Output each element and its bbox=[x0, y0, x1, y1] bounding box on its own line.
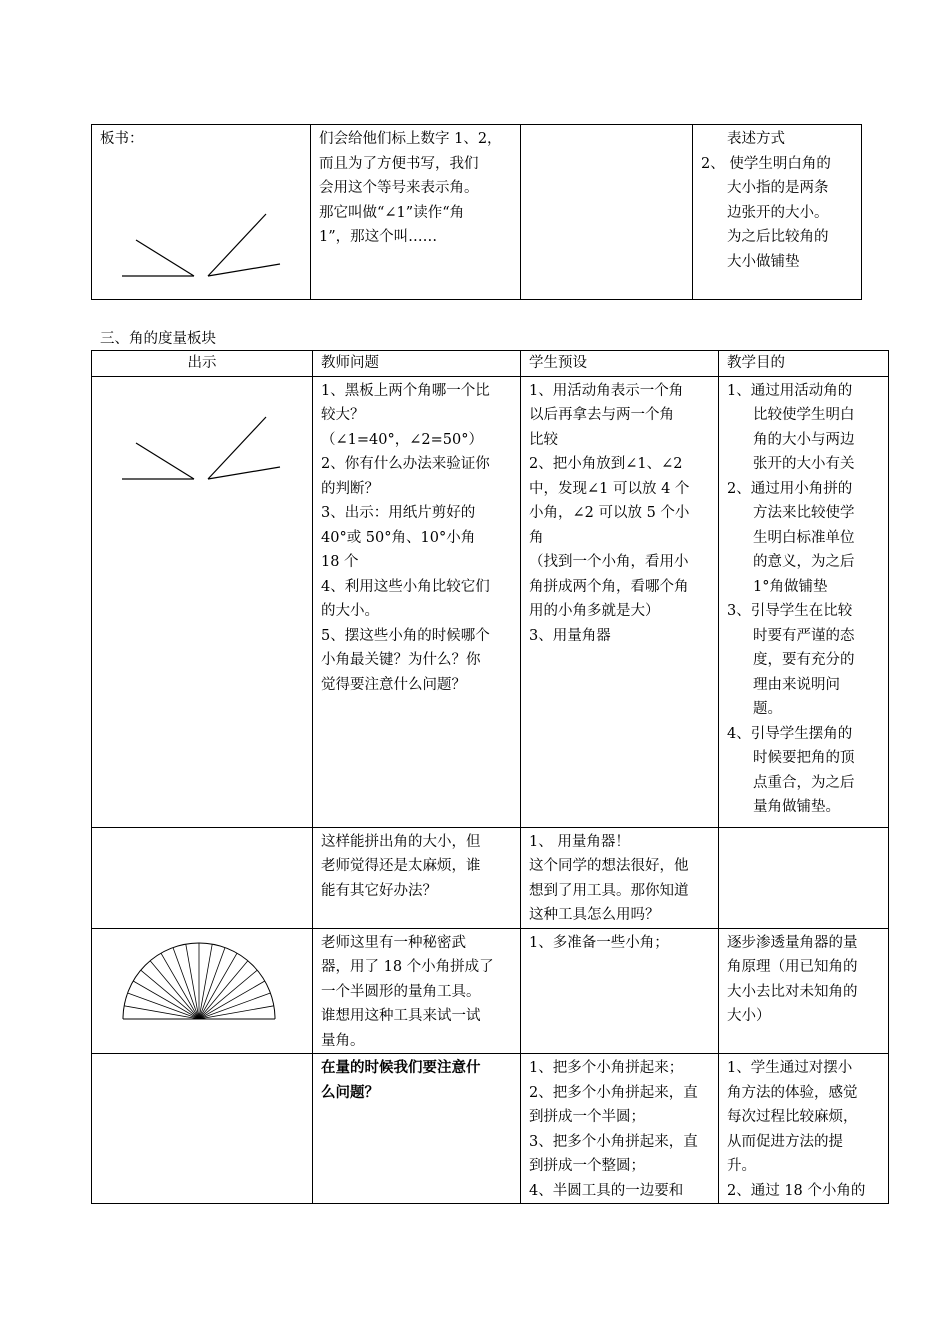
text-line: 角方法的体验，感觉 bbox=[727, 1084, 858, 1101]
text-line: 40°或 50°角、10°小角 bbox=[321, 529, 476, 546]
table-row bbox=[92, 928, 889, 1054]
text-line: 以后再拿去与两一个角 bbox=[529, 407, 674, 423]
text-line: 1”，那这个叫…… bbox=[319, 229, 438, 245]
text-line: 老师觉得还是太麻烦，谁 bbox=[321, 858, 481, 874]
purpose-cell bbox=[719, 827, 889, 928]
show-cell bbox=[92, 827, 313, 928]
blackboard-label: 板书： bbox=[100, 131, 144, 147]
text-line: 2、通过用小角拼的 bbox=[727, 480, 853, 497]
text-line: 么问题？ bbox=[321, 1083, 379, 1101]
text-line: 4、半圆工具的一边要和 bbox=[529, 1182, 684, 1199]
text-line: 较大？ bbox=[321, 407, 365, 423]
text-line: 小角最关键？为什么？你 bbox=[321, 652, 481, 668]
text-line: 表述方式 bbox=[727, 131, 785, 147]
text-line: 升。 bbox=[727, 1158, 756, 1174]
text-line: 大小指的是两条 bbox=[727, 180, 829, 196]
text-line: 理由来说明问 bbox=[753, 676, 840, 693]
two-angles-figure bbox=[100, 152, 300, 292]
text-line: 而且为了方便书写，我们 bbox=[319, 155, 479, 172]
text-line: 3、出示：用纸片剪好的 bbox=[321, 505, 476, 521]
table-row bbox=[92, 376, 889, 827]
text-line: 边张开的大小。 bbox=[727, 204, 829, 221]
text-line: 角的大小与两边 bbox=[753, 431, 855, 448]
text-line: 一个半圆形的量角工具。 bbox=[321, 983, 481, 1000]
text-line: 逐步渗透量角器的量 bbox=[727, 934, 858, 951]
text-line: （找到一个小角，看用小 bbox=[529, 554, 689, 570]
header-teacher: 教师问题 bbox=[313, 351, 521, 377]
text-line: 这样能拼出角的大小，但 bbox=[321, 833, 481, 850]
text-line: 这个同学的想法很好，他 bbox=[529, 858, 689, 874]
table-row bbox=[92, 1054, 889, 1204]
text-line: 那它叫做“∠1”读作“角 bbox=[319, 204, 465, 221]
text-line: 大小） bbox=[727, 1008, 771, 1024]
teacher-cell bbox=[313, 928, 521, 1054]
blackboard-cell bbox=[92, 125, 311, 300]
text-line: 觉得要注意什么问题？ bbox=[321, 676, 466, 693]
text-line: 方法来比较使学 bbox=[753, 505, 855, 521]
protractor-fan bbox=[123, 943, 275, 1019]
text-line: 量角。 bbox=[321, 1032, 365, 1049]
student-cell bbox=[521, 827, 719, 928]
text-line: 为之后比较角的 bbox=[727, 229, 829, 245]
show-cell bbox=[92, 376, 313, 827]
top-purpose-cell bbox=[693, 125, 862, 300]
student-cell bbox=[521, 1054, 719, 1204]
text-line: 2、把小角放到∠1、∠2 bbox=[529, 456, 683, 472]
text-line: 生明白标准单位 bbox=[753, 529, 855, 546]
text-line: 用的小角多就是大） bbox=[529, 603, 660, 619]
text-line: 的判断？ bbox=[321, 480, 379, 497]
top-student-cell bbox=[521, 125, 693, 300]
text-line: 比较 bbox=[529, 431, 558, 448]
header-show: 出示 bbox=[92, 351, 313, 377]
text-line: 量角做铺垫。 bbox=[753, 799, 840, 815]
text-line: 从而促进方法的提 bbox=[727, 1133, 843, 1150]
text-line: 题。 bbox=[753, 701, 782, 717]
purpose-cell bbox=[719, 928, 889, 1054]
text-line: 5、摆这些小角的时候哪个 bbox=[321, 627, 490, 644]
purpose-cell bbox=[719, 376, 889, 827]
text-line: 小角，∠2 可以放 5 个小 bbox=[529, 505, 690, 521]
text-line: 器，用了 18 个小角拼成了 bbox=[321, 959, 494, 975]
text-line: 3、把多个小角拼起来，直 bbox=[529, 1133, 698, 1150]
text-line: 在量的时候我们要注意什 bbox=[321, 1059, 481, 1076]
text-line: 1、用活动角表示一个角 bbox=[529, 382, 684, 399]
text-line: 大小做铺垫 bbox=[727, 253, 800, 270]
header-purpose: 教学目的 bbox=[719, 351, 889, 377]
teacher-cell bbox=[313, 1054, 521, 1204]
section-title: 三、角的度量板块 bbox=[100, 331, 216, 347]
text-line: 中，发现∠1 可以放 4 个 bbox=[529, 480, 690, 497]
top-teacher-cell bbox=[311, 125, 521, 300]
text-line: 时要有严谨的态 bbox=[753, 627, 855, 644]
text-line: 会用这个等号来表示角。 bbox=[319, 180, 479, 196]
purpose-cell bbox=[719, 1054, 889, 1204]
text-line: 角原理（用已知角的 bbox=[727, 959, 858, 975]
text-line: 这种工具怎么用吗？ bbox=[529, 907, 660, 923]
text-line: 1、多准备一些小角； bbox=[529, 934, 669, 951]
text-line: 想到了用工具。那你知道 bbox=[529, 882, 689, 899]
student-cell bbox=[521, 928, 719, 1054]
text-line: （∠1=40°，∠2=50°） bbox=[321, 431, 483, 448]
header-student: 学生预设 bbox=[521, 351, 719, 377]
text-line: 1、通过用活动角的 bbox=[727, 382, 853, 399]
text-line: 角拼成两个角，看哪个角 bbox=[529, 578, 689, 595]
text-line: 1、黑板上两个角哪一个比 bbox=[321, 382, 490, 399]
text-line: 2、把多个小角拼起来，直 bbox=[529, 1084, 698, 1101]
teacher-cell bbox=[313, 827, 521, 928]
text-line: 比较使学生明白 bbox=[753, 407, 855, 423]
table-row bbox=[92, 827, 889, 928]
text-line: 4、引导学生摆角的 bbox=[727, 725, 853, 742]
text-line: 能有其它好办法？ bbox=[321, 882, 437, 899]
text-line: 的意义，为之后 bbox=[753, 554, 855, 570]
table-header-row bbox=[92, 351, 889, 377]
text-line: 谁想用这种工具来试一试 bbox=[321, 1008, 481, 1024]
protractor-figure bbox=[92, 929, 312, 1051]
text-line: 角 bbox=[529, 529, 544, 546]
text-line: 到拼成一个半圆； bbox=[529, 1109, 645, 1125]
text-line: 18 个 bbox=[321, 554, 359, 570]
text-line: 1°角做铺垫 bbox=[753, 578, 828, 595]
text-line: 时候要把角的顶 bbox=[753, 750, 855, 766]
text-line: 大小去比对未知角的 bbox=[727, 983, 858, 1000]
text-line: 1、把多个小角拼起来； bbox=[529, 1060, 684, 1076]
text-line: 度，要有充分的 bbox=[753, 652, 855, 668]
text-line: 4、利用这些小角比较它们 bbox=[321, 578, 490, 595]
text-line: 点重合，为之后 bbox=[753, 774, 855, 791]
angle-measure-table bbox=[91, 350, 889, 1204]
text-line: 老师这里有一种秘密武 bbox=[321, 934, 466, 951]
top-continuation-table bbox=[91, 124, 862, 300]
text-line: 的大小。 bbox=[321, 603, 379, 619]
text-line: 1、 用量角器！ bbox=[529, 833, 630, 850]
student-cell bbox=[521, 376, 719, 827]
show-cell bbox=[92, 928, 313, 1054]
text-line: 3、引导学生在比较 bbox=[727, 603, 853, 619]
text-line: 2、你有什么办法来验证你 bbox=[321, 456, 490, 472]
text-line: 们会给他们标上数字 1、2， bbox=[319, 131, 502, 147]
text-line: 到拼成一个整圆； bbox=[529, 1158, 645, 1174]
text-line: 2、 使学生明白角的 bbox=[701, 155, 831, 172]
text-line: 3、用量角器 bbox=[529, 627, 611, 644]
text-line: 1、学生通过对摆小 bbox=[727, 1060, 853, 1076]
show-cell bbox=[92, 1054, 313, 1204]
text-line: 2、通过 18 个小角的 bbox=[727, 1182, 866, 1199]
text-line: 张开的大小有关 bbox=[753, 456, 855, 472]
text-line: 每次过程比较麻烦， bbox=[727, 1109, 858, 1125]
two-angles-figure bbox=[100, 379, 300, 489]
teacher-cell bbox=[313, 376, 521, 827]
